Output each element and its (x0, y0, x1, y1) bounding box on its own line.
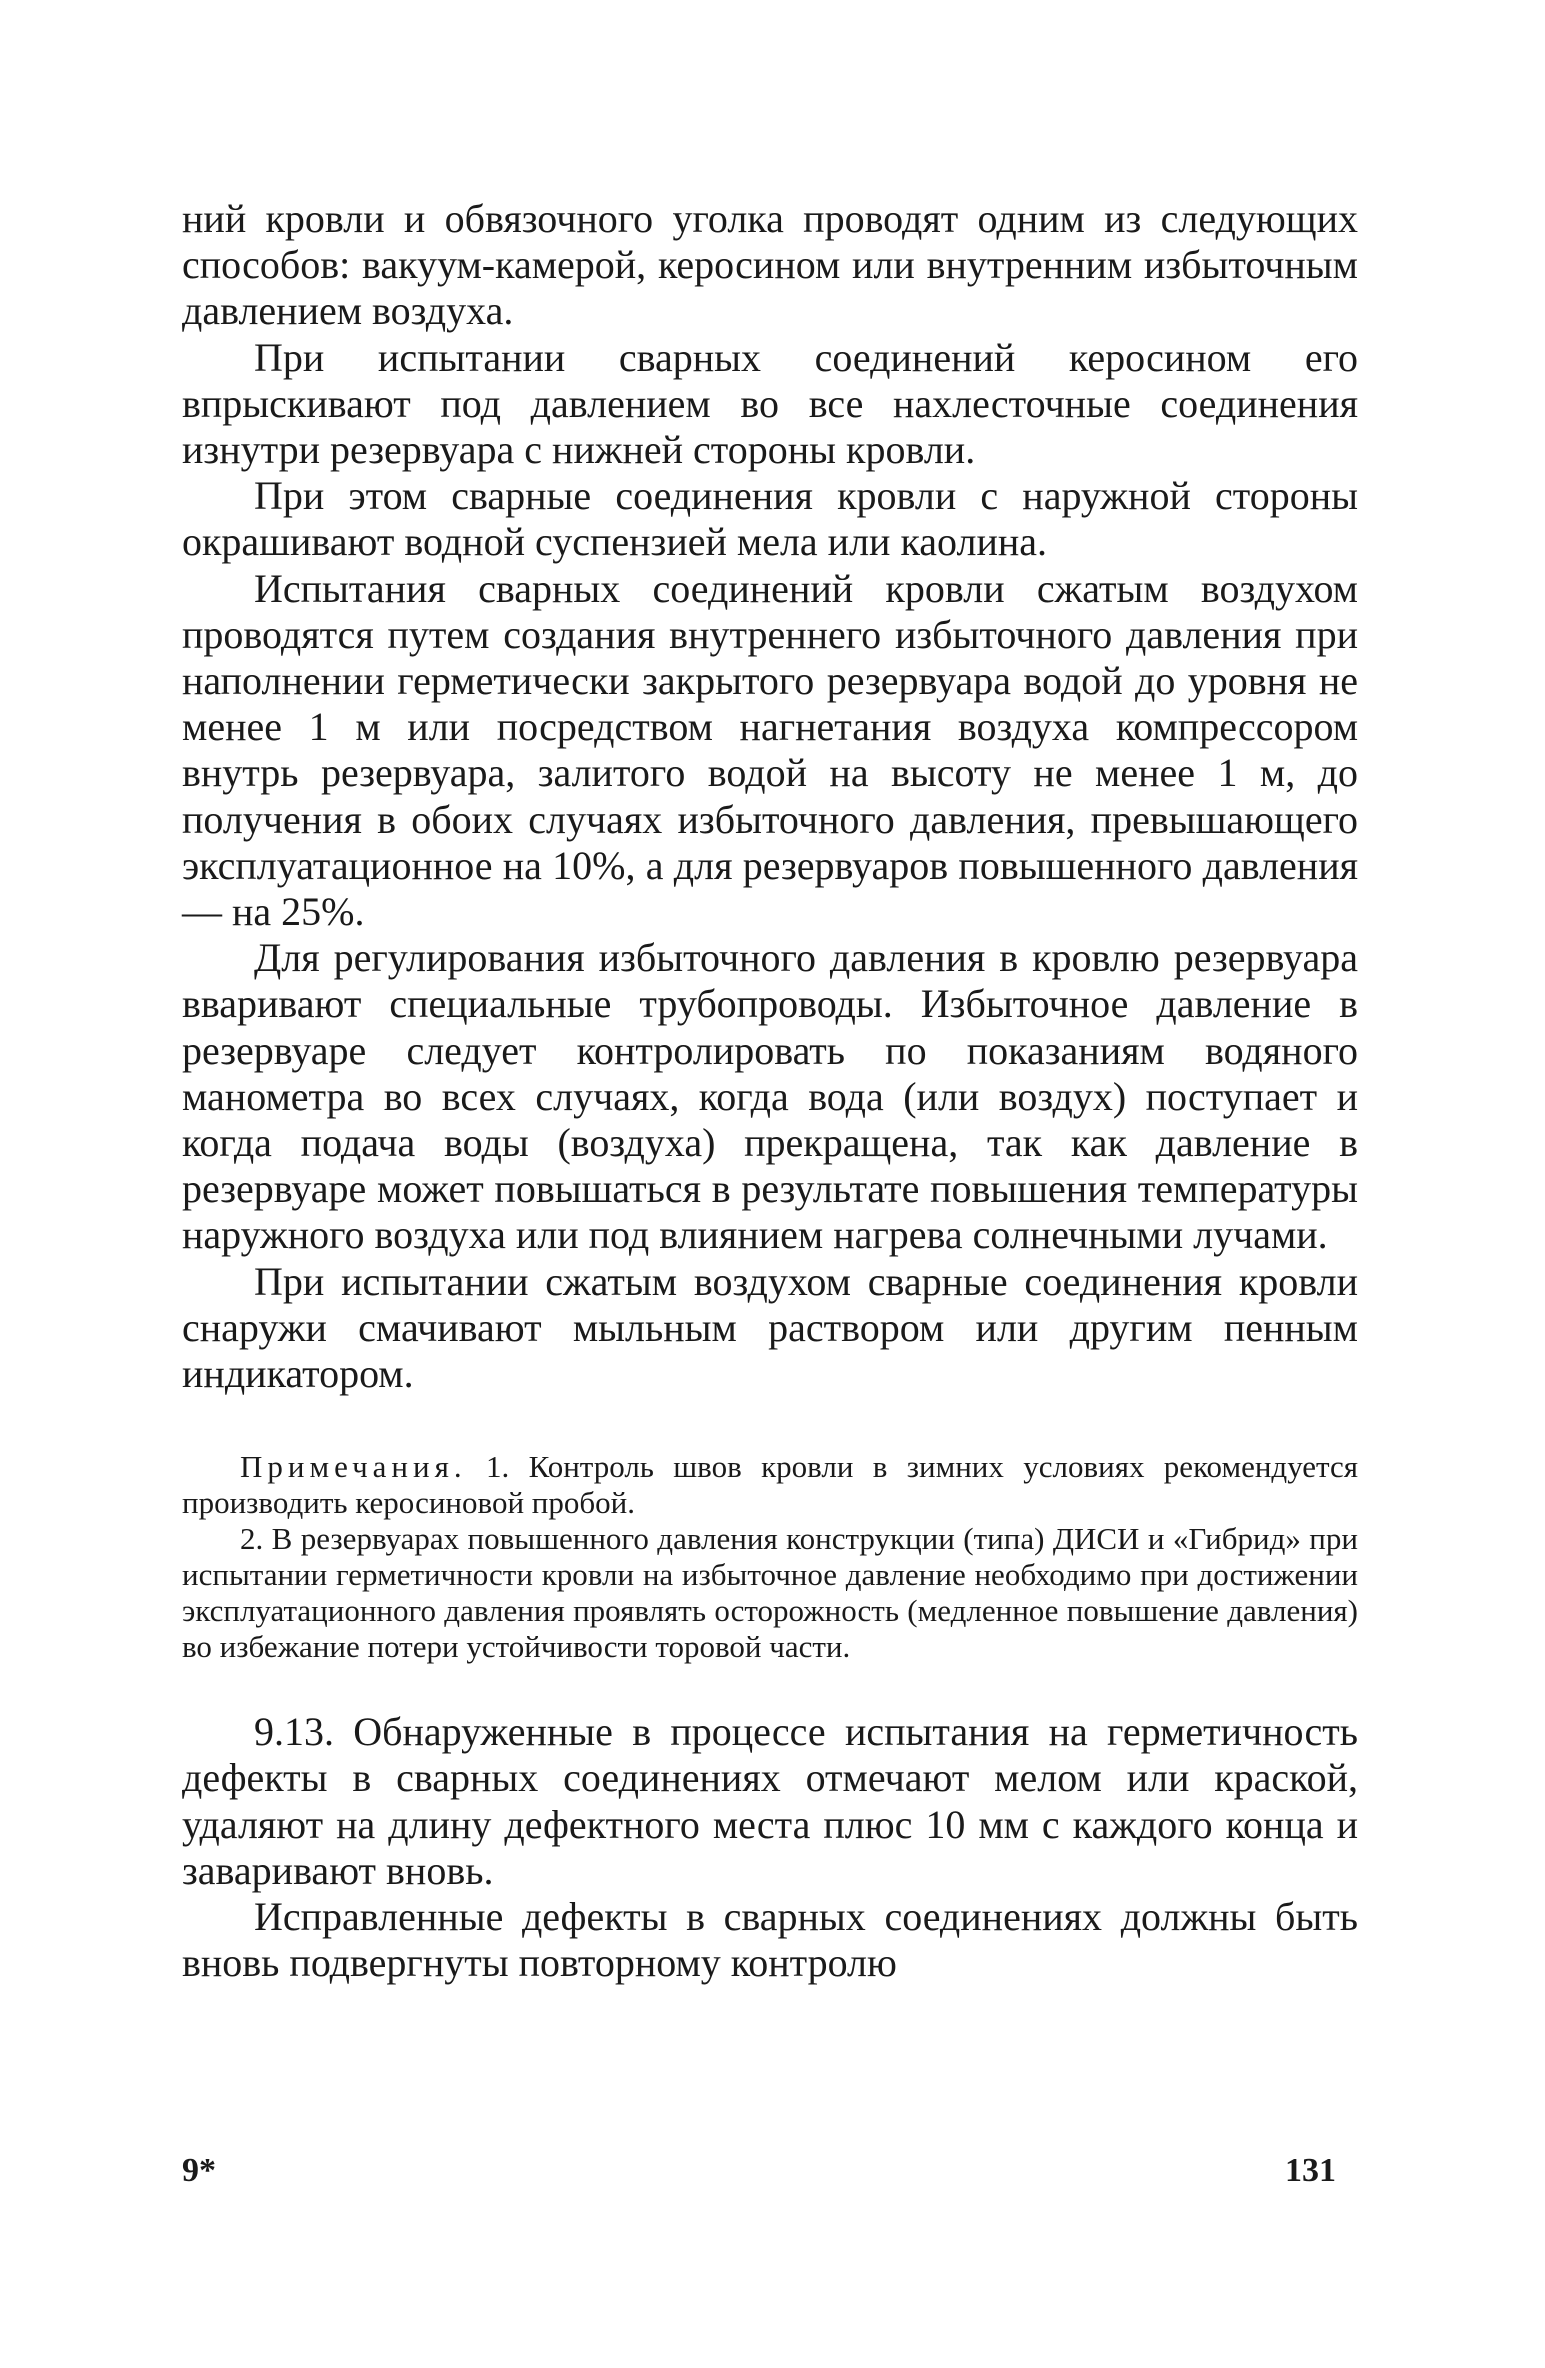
paragraph-pressure-regulation: Для регулирования избыточного давления в кровлю резервуара вваривают специальные трубопроводы. Избыточное давление в резервуаре следует контролировать по показаниям водяного манометра во всех случаях, когда вода (или воздух) поступает и когда подача воды (воздуха) прекращена, так как давление в резервуаре может повышаться в результате повышения температуры наружного воздуха или под влиянием нагрева солнечными лучами. (182, 935, 1358, 1258)
note-1-text: 1. Контроль швов кровли в зимних условиях рекомендуется производить керосиновой пробой. (182, 1449, 1358, 1521)
section-9-13-text: 9.13. Обнаруженные в процессе испытания на герметичность дефекты в сварных соединениях отмечают мелом или краской, удаляют на длину дефектного места плюс 10 мм с каждого конца и заваривают вновь. (182, 1709, 1358, 1893)
note-1 (182, 1449, 1358, 1521)
notes-block (182, 1449, 1358, 1665)
main-text (182, 196, 1358, 1987)
section-9-13 (182, 1709, 1358, 1986)
note-2: 2. В резервуарах повышенного давления конструкции (типа) ДИСИ и «Гибрид» при испытании герметичности кровли на избыточное давление необходимо при достижении эксплуатационного давления проявлять осторожность (медленное повышение давления) во избежание потери устойчивости торовой части. (182, 1521, 1358, 1665)
paragraph-kerosene-test: При испытании сварных соединений керосином его впрыскивают под давлением во все нахлесточные соединения изнутри резервуара с нижней стороны кровли. (182, 334, 1358, 473)
paragraph-soap-indicator: При испытании сжатым воздухом сварные соединения кровли снаружи смачивают мыльным раствором или другим пенным индикатором. (182, 1258, 1358, 1397)
page-number: 131 (1285, 2152, 1336, 2189)
section-9-13-continuation: Исправленные дефекты в сварных соединениях должны быть вновь подвергнуты повторному контролю (182, 1894, 1358, 1986)
paragraph-chalk-coating: При этом сварные соединения кровли с наружной стороны окрашивают водной суспензией мела или каолина. (182, 473, 1358, 565)
paragraph-continuation: ний кровли и обвязочного уголка проводят одним из следующих способов: вакуум-камерой, керосином или внутренним избыточным давлением воздуха. (182, 196, 1358, 334)
notes-heading: Примечания. (240, 1449, 467, 1485)
page-footer (182, 2152, 1358, 2202)
printer-signature: 9* (182, 2152, 216, 2189)
paragraph-compressed-air-test: Испытания сварных соединений кровли сжатым воздухом проводятся путем создания внутреннего избыточного давления при наполнении герметически закрытого резервуара водой до уровня не менее 1 м или посредством нагнетания воздуха компрессором внутрь резервуара, залитого водой на высоту не менее 1 м, до получения в обоих случаях избыточного давления, превышающего эксплуатационное на 10%, а для резервуаров повышенного давления — на 25%. (182, 565, 1358, 935)
